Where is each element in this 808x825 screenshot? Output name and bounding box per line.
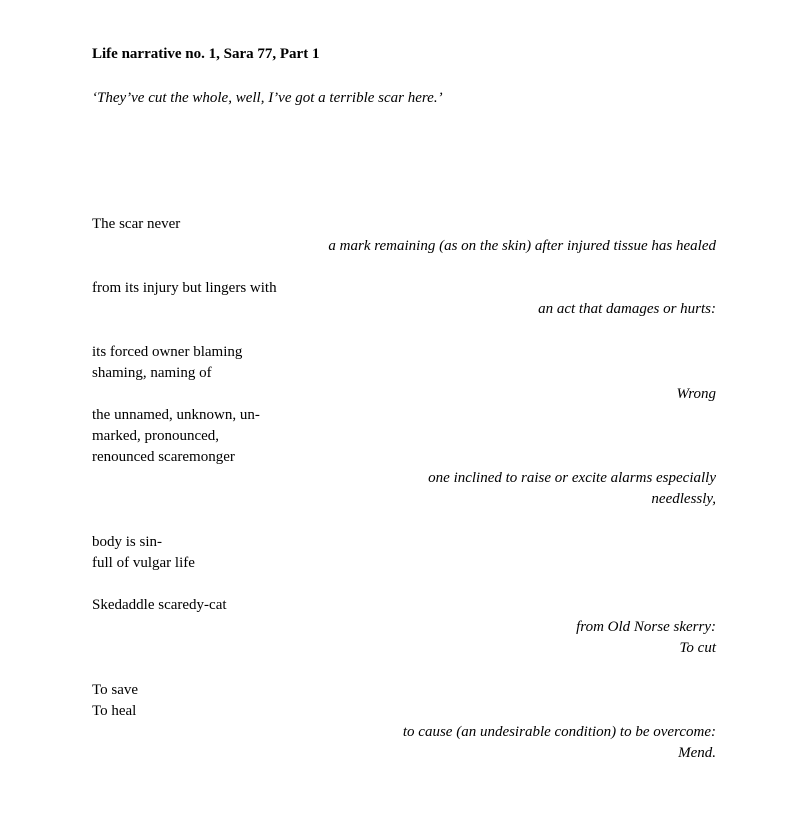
left-line: the unnamed, unknown, un- bbox=[92, 407, 260, 423]
gloss-line: needlessly, bbox=[651, 491, 716, 507]
gloss-line: To cut bbox=[679, 640, 716, 656]
left-stanza-3 bbox=[92, 342, 242, 384]
gloss-line: one inclined to raise or excite alarms especially bbox=[428, 470, 716, 486]
left-line: renounced scaremonger bbox=[92, 449, 235, 465]
gloss-line: a mark remaining (as on the skin) after injured tissue has healed bbox=[328, 238, 716, 254]
left-line: its forced owner blaming bbox=[92, 344, 243, 360]
right-gloss-6 bbox=[403, 722, 716, 764]
left-line: full of vulgar life bbox=[92, 555, 195, 571]
gloss-line: an act that damages or hurts: bbox=[538, 301, 716, 317]
left-line: shaming, naming of bbox=[92, 365, 212, 381]
left-line: Skedaddle scaredy-cat bbox=[92, 597, 227, 613]
left-stanza-2 bbox=[92, 278, 277, 299]
gloss-line: to cause (an undesirable condition) to be overcome: bbox=[402, 724, 716, 740]
left-line: body is sin- bbox=[92, 534, 163, 550]
right-gloss-5 bbox=[576, 617, 716, 659]
epigraph-quote: ‘They’ve cut the whole, well, I’ve got a terrible scar here.’ bbox=[92, 90, 443, 106]
left-stanza-1 bbox=[92, 214, 180, 235]
left-line: To save bbox=[92, 682, 139, 698]
gloss-line: from Old Norse skerry: bbox=[576, 619, 716, 635]
left-stanza-4 bbox=[92, 405, 260, 468]
left-stanza-7 bbox=[92, 680, 138, 722]
left-line: The scar never bbox=[92, 216, 181, 232]
left-stanza-5 bbox=[92, 532, 195, 574]
gloss-line: Wrong bbox=[676, 386, 716, 402]
left-line: marked, pronounced, bbox=[92, 428, 220, 444]
right-gloss-1 bbox=[328, 236, 716, 257]
left-line: To heal bbox=[92, 703, 137, 719]
left-line: from its injury but lingers with bbox=[92, 280, 277, 296]
right-gloss-3 bbox=[677, 384, 716, 405]
right-gloss-4 bbox=[428, 468, 716, 510]
poem-title: Life narrative no. 1, Sara 77, Part 1 bbox=[92, 46, 320, 62]
gloss-line: Mend. bbox=[678, 745, 716, 761]
left-stanza-6 bbox=[92, 595, 227, 616]
right-gloss-2 bbox=[538, 299, 716, 320]
